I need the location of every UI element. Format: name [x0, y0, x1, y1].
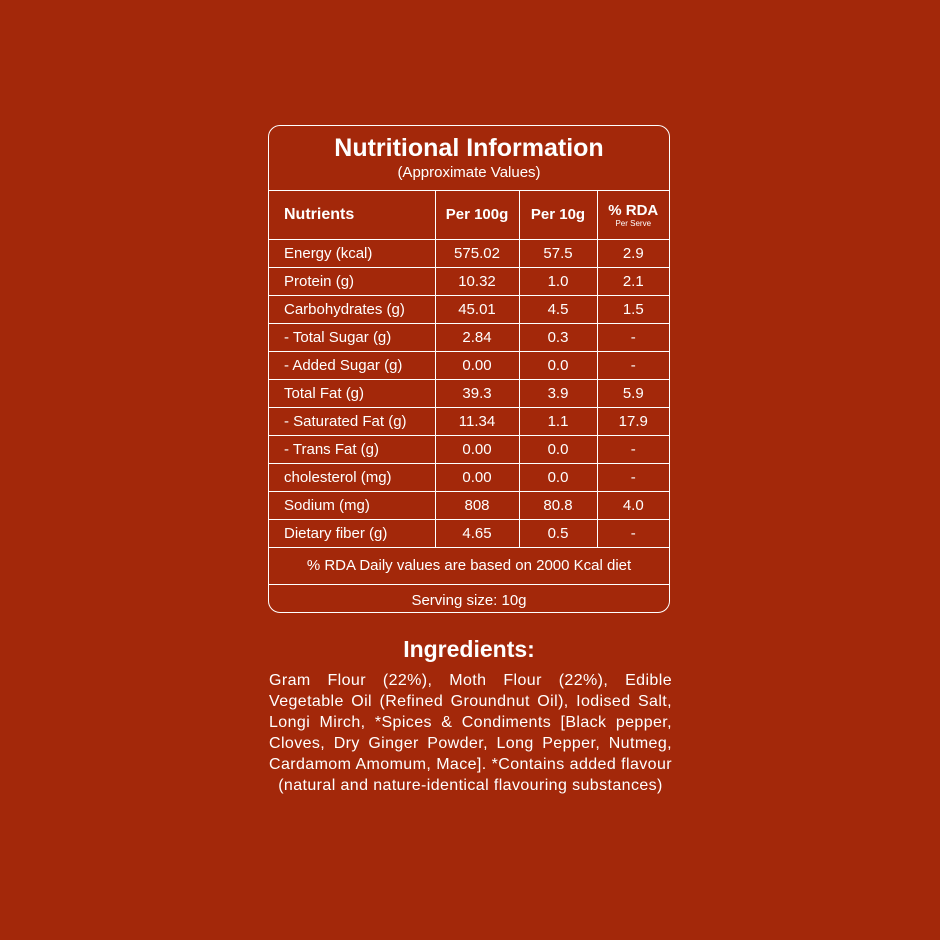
header-per-100g: Per 100g [435, 191, 519, 239]
value-per-100g: 0.00 [435, 351, 519, 379]
ingredients-title: Ingredients: [403, 636, 535, 662]
table-row [269, 295, 669, 323]
ingredients-text: Gram Flour (22%), Moth Flour (22%), Edible Vegetable Oil (Refined Groundnut Oil), Iodised Salt, Longi Mirch, *Spices & Condiments [Black pepper, Cloves, Dry Ginger Powder, Long Pepper, Nutmeg, Cardamom Amomum, Mace]. *Contains added flavour (natural and nature-identical flavouring substances) [269, 672, 672, 794]
nutrition-panel [268, 125, 670, 613]
value-per-10g: 57.5 [519, 239, 597, 267]
value-rda: 2.1 [597, 267, 669, 295]
value-per-100g: 808 [435, 491, 519, 519]
nutrition-subtitle: (Approximate Values) [397, 164, 541, 181]
value-rda: 5.9 [597, 379, 669, 407]
nutrient-name: Protein (g) [269, 267, 435, 295]
table-header-row [269, 191, 669, 239]
nutrient-name: Carbohydrates (g) [269, 295, 435, 323]
value-per-100g: 0.00 [435, 463, 519, 491]
nutrient-name: - Total Sugar (g) [269, 323, 435, 351]
value-per-10g: 0.0 [519, 435, 597, 463]
value-per-10g: 0.0 [519, 351, 597, 379]
value-rda: 17.9 [597, 407, 669, 435]
value-per-10g: 0.5 [519, 519, 597, 547]
value-per-100g: 0.00 [435, 435, 519, 463]
header-nutrients: Nutrients [269, 191, 435, 239]
value-rda: - [597, 463, 669, 491]
table-row [269, 379, 669, 407]
nutrient-name: Total Fat (g) [269, 379, 435, 407]
table-row [269, 323, 669, 351]
value-per-10g: 0.3 [519, 323, 597, 351]
value-per-100g: 10.32 [435, 267, 519, 295]
nutrition-table-body [269, 239, 669, 547]
value-per-10g: 1.0 [519, 267, 597, 295]
serving-size: Serving size: 10g [411, 591, 527, 609]
nutrition-table [269, 191, 669, 548]
value-per-100g: 2.84 [435, 323, 519, 351]
nutrition-header [269, 126, 669, 191]
value-per-100g: 11.34 [435, 407, 519, 435]
table-row [269, 239, 669, 267]
header-rda-label: % RDA [608, 201, 659, 219]
value-per-10g: 4.5 [519, 295, 597, 323]
value-rda: - [597, 323, 669, 351]
value-per-100g: 575.02 [435, 239, 519, 267]
value-rda: - [597, 351, 669, 379]
nutrient-name: Sodium (mg) [269, 491, 435, 519]
value-per-10g: 80.8 [519, 491, 597, 519]
value-per-100g: 45.01 [435, 295, 519, 323]
nutrient-name: cholesterol (mg) [269, 463, 435, 491]
value-rda: - [597, 519, 669, 547]
nutrient-name: Dietary fiber (g) [269, 519, 435, 547]
value-per-100g: 39.3 [435, 379, 519, 407]
table-row [269, 351, 669, 379]
rda-note: % RDA Daily values are based on 2000 Kcal diet [269, 548, 669, 585]
table-row [269, 407, 669, 435]
value-per-10g: 1.1 [519, 407, 597, 435]
table-row [269, 435, 669, 463]
nutrient-name: - Added Sugar (g) [269, 351, 435, 379]
table-row [269, 491, 669, 519]
header-rda [597, 191, 669, 239]
nutrient-name: Energy (kcal) [269, 239, 435, 267]
table-row [269, 267, 669, 295]
header-rda-sublabel: Per Serve [615, 218, 652, 228]
header-per-10g: Per 10g [519, 191, 597, 239]
value-rda: 4.0 [597, 491, 669, 519]
value-per-100g: 4.65 [435, 519, 519, 547]
value-rda: 1.5 [597, 295, 669, 323]
table-row [269, 463, 669, 491]
nutrient-name: - Saturated Fat (g) [269, 407, 435, 435]
nutrient-name: - Trans Fat (g) [269, 435, 435, 463]
value-per-10g: 3.9 [519, 379, 597, 407]
value-rda: 2.9 [597, 239, 669, 267]
value-rda: - [597, 435, 669, 463]
value-per-10g: 0.0 [519, 463, 597, 491]
table-row [269, 519, 669, 547]
nutrition-title: Nutritional Information [334, 134, 604, 162]
